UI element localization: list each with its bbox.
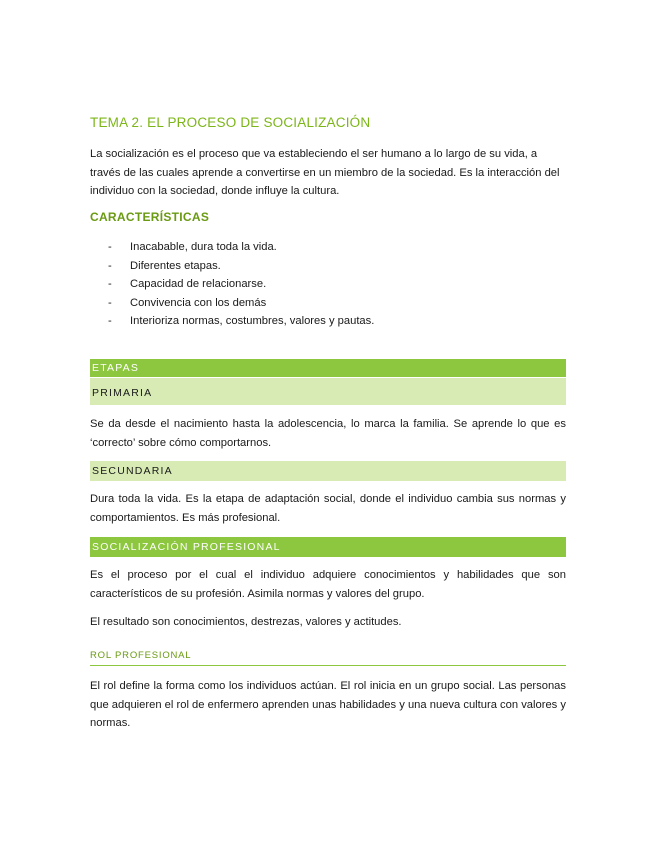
etapas-band: ETAPAS [90, 359, 566, 377]
rol-paragraph: El rol define la forma como los individuos actúan. El rol inicia en un grupo social. Las personas que adquieren el rol de enfermero aprenden unas habilidades y una nueva cultura con valores y normas. [90, 680, 566, 729]
rol-heading: ROL PROFESIONAL [90, 650, 566, 666]
list-item-text: Capacidad de relacionarse. [130, 278, 267, 290]
profesional-band: SOCIALIZACIÓN PROFESIONAL [90, 537, 566, 557]
list-item-text: Interioriza normas, costumbres, valores y pautas. [130, 315, 375, 327]
dash-bullet: - [108, 296, 112, 309]
dash-bullet: - [108, 278, 112, 290]
list-item [108, 257, 374, 276]
intro-paragraph: La socialización es el proceso que va estableciendo el ser humano a lo largo de su vida, a través de las cuales aprende a convertirse en un miembro de la sociedad. Es la interacción del individuo con la sociedad, donde influye la cultura. [90, 148, 560, 197]
dash-bullet: - [108, 259, 112, 272]
caracteristicas-list [108, 238, 374, 331]
primaria-paragraph: Se da desde el nacimiento hasta la adolescencia, lo marca la familia. Se aprende lo que es ‘correcto’ sobre cómo comportarnos. [90, 418, 566, 449]
primaria-band: PRIMARIA [90, 378, 566, 405]
page-title: TEMA 2. EL PROCESO DE SOCIALIZACIÓN [90, 115, 371, 130]
list-item [108, 275, 374, 294]
profesional-paragraph-2: El resultado son conocimientos, destrezas, valores y actitudes. [90, 616, 402, 628]
list-item [108, 238, 374, 257]
secundaria-band: SECUNDARIA [90, 461, 566, 481]
list-item [108, 294, 374, 313]
list-item-text: Convivencia con los demás [130, 296, 267, 309]
dash-bullet: - [108, 315, 112, 327]
caracteristicas-heading: CARACTERÍSTICAS [90, 210, 210, 224]
list-item [108, 312, 374, 331]
list-item-text: Inacabable, dura toda la vida. [130, 241, 277, 253]
profesional-paragraph-1: Es el proceso por el cual el individuo adquiere conocimientos y habilidades que son característicos de su profesión. Asimila normas y valores del grupo. [90, 569, 566, 600]
list-item-text: Diferentes etapas. [130, 259, 221, 272]
secundaria-paragraph: Dura toda la vida. Es la etapa de adaptación social, donde el individuo cambia sus normas y comportamientos. Es más profesional. [90, 493, 566, 524]
dash-bullet: - [108, 241, 112, 253]
